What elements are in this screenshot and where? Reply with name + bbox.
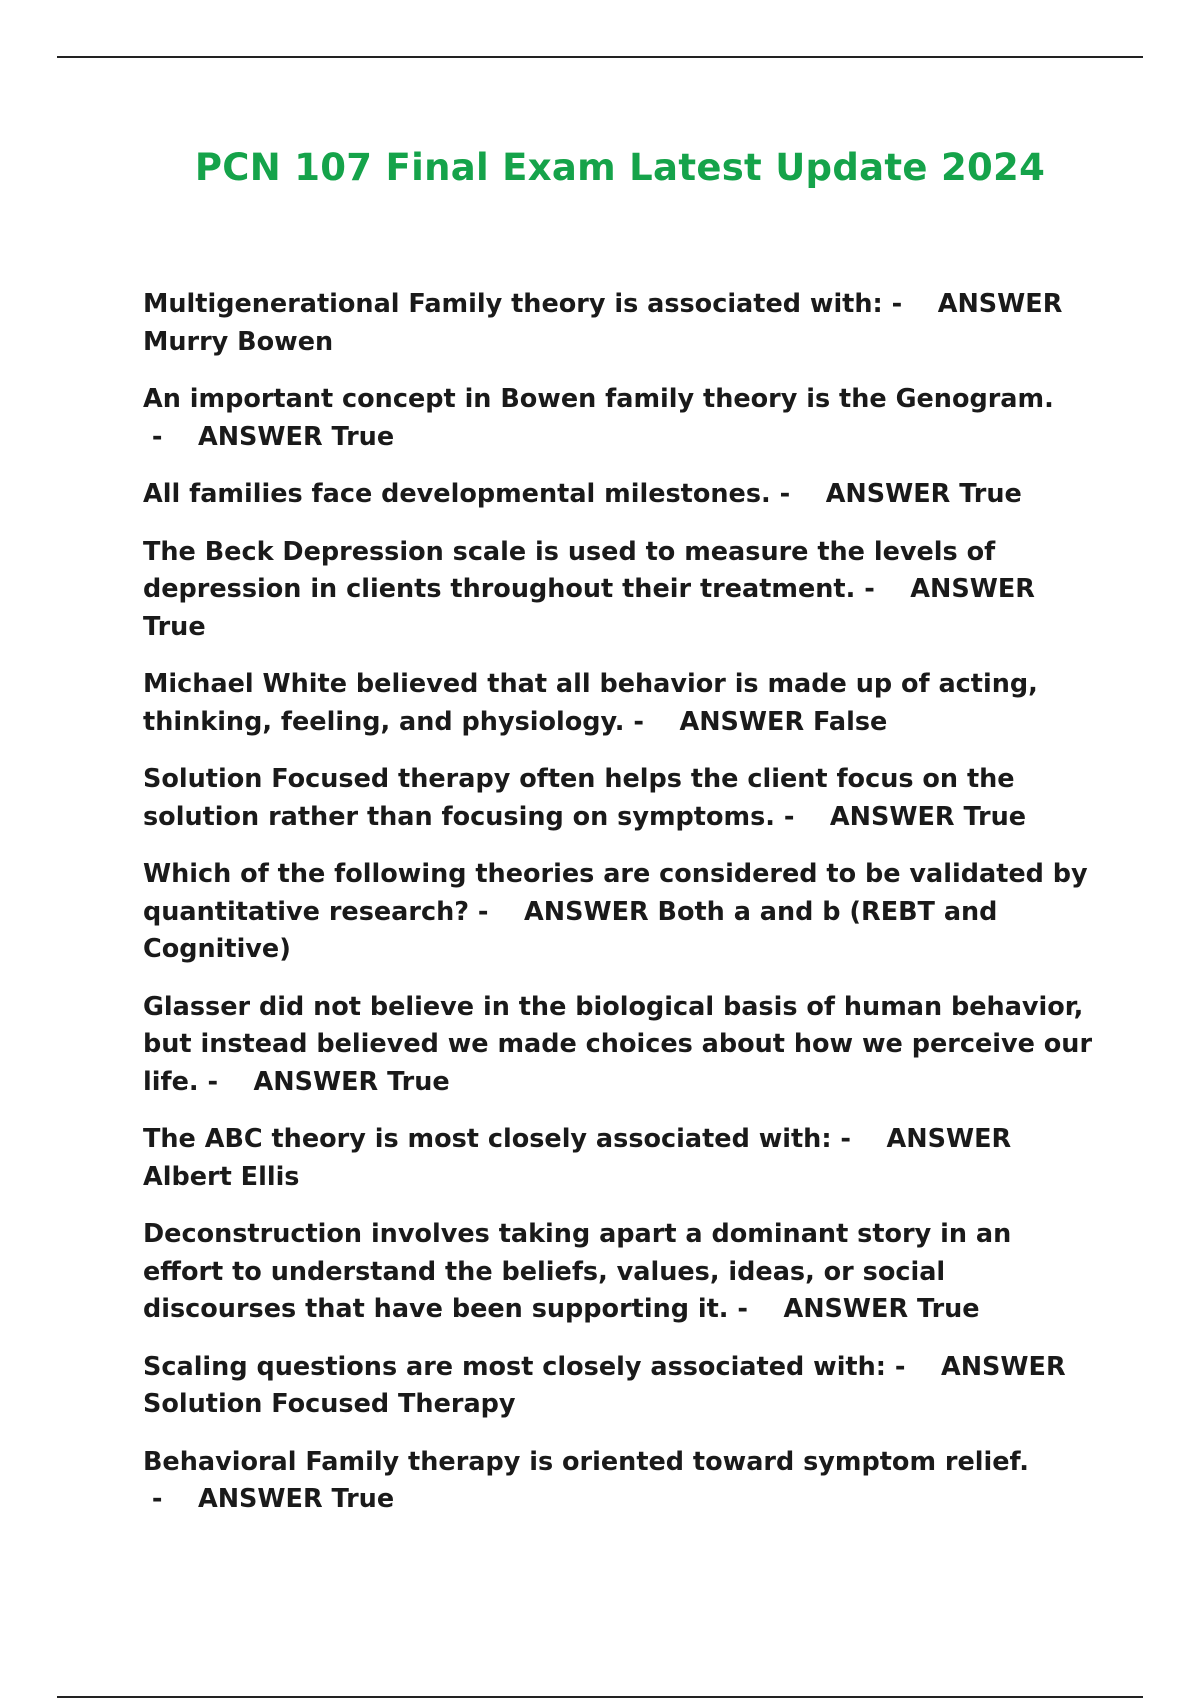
answer-text: False [813,706,888,737]
answer-text: Murry Bowen [143,326,334,357]
answer-separator: - [198,1066,254,1097]
answer-keyword: ANSWER [940,1351,1066,1382]
question-text: An important concept in Bowen family theory is the Genogram. [143,384,1054,414]
answer-keyword: ANSWER [197,421,323,452]
answer-text: Both a and b (REBT and Cognitive) [143,896,998,964]
answer-separator: - [770,479,826,509]
answer-keyword: ANSWER [253,1066,379,1097]
answer-separator: - [774,801,830,832]
qa-item [143,534,1093,647]
answer-text: True [387,1066,450,1097]
answer-text: True [916,1294,980,1324]
qa-item [143,1121,1093,1196]
answer-separator: - [143,1484,198,1514]
answer-separator: - [831,1124,887,1154]
answer-keyword: ANSWER [825,479,951,509]
answer-separator: - [728,1294,784,1324]
answer-text: True [143,611,206,642]
answer-keyword: ANSWER [886,1124,1012,1154]
question-text: Solution Focused therapy often helps the client focus on the solution rather than focusing on symptoms. [143,764,1015,832]
answer-text: True [331,421,395,452]
answer-separator: - [143,421,198,452]
answer-text: True [963,801,1027,832]
qa-item [143,381,1093,456]
question-text: Behavioral Family therapy is oriented toward symptom relief. [143,1446,1029,1477]
question-text: The ABC theory is most closely associated with: [143,1124,832,1154]
document-title: PCN 107 Final Exam Latest Update 2024 [194,146,1046,189]
answer-keyword: ANSWER [937,289,1063,319]
answer-keyword: ANSWER [524,896,649,927]
answer-keyword: ANSWER [829,801,955,832]
answer-separator: - [882,289,938,319]
top-divider [57,56,1143,58]
answer-keyword: ANSWER [910,574,1035,604]
answer-text: Solution Focused Therapy [143,1389,516,1419]
answer-separator: - [469,896,524,927]
bottom-divider [57,1696,1143,1698]
answer-text: True [959,479,1022,509]
question-text: All families face developmental milestones. [143,479,771,509]
question-text: Michael White believed that all behavior is made up of acting, thinking, feeling, and physiology. [143,669,1038,737]
question-text: Scaling questions are most closely associated with: [143,1351,886,1382]
qa-item [143,989,1093,1102]
answer-separator: - [885,1351,941,1382]
qa-list [143,286,1093,1539]
qa-item [143,1349,1093,1424]
qa-item [143,856,1093,969]
question-text: Deconstruction involves taking apart a dominant story in an effort to understand the beliefs, values, ideas, or social discourses that have been supporting it. [143,1219,1012,1324]
answer-text: Albert Ellis [143,1161,300,1192]
qa-item [143,286,1093,361]
qa-item [143,666,1093,741]
qa-item [143,1216,1093,1329]
answer-keyword: ANSWER [679,706,805,737]
answer-separator: - [624,706,680,737]
qa-item [143,1444,1093,1519]
question-text: Which of the following theories are considered to be validated by quantitative research? [143,859,1088,927]
question-text: The Beck Depression scale is used to measure the levels of depression in clients throughout their treatment. [143,536,996,604]
answer-text: True [331,1484,395,1514]
answer-keyword: ANSWER [783,1294,909,1324]
qa-item [143,761,1093,836]
answer-separator: - [855,574,911,604]
question-text: Multigenerational Family theory is associated with: [143,289,883,319]
qa-item [143,476,1093,514]
question-text: Glasser did not believe in the biological basis of human behavior, but instead believed we made choices about how we perceive our life. [143,991,1093,1097]
answer-keyword: ANSWER [197,1484,323,1514]
